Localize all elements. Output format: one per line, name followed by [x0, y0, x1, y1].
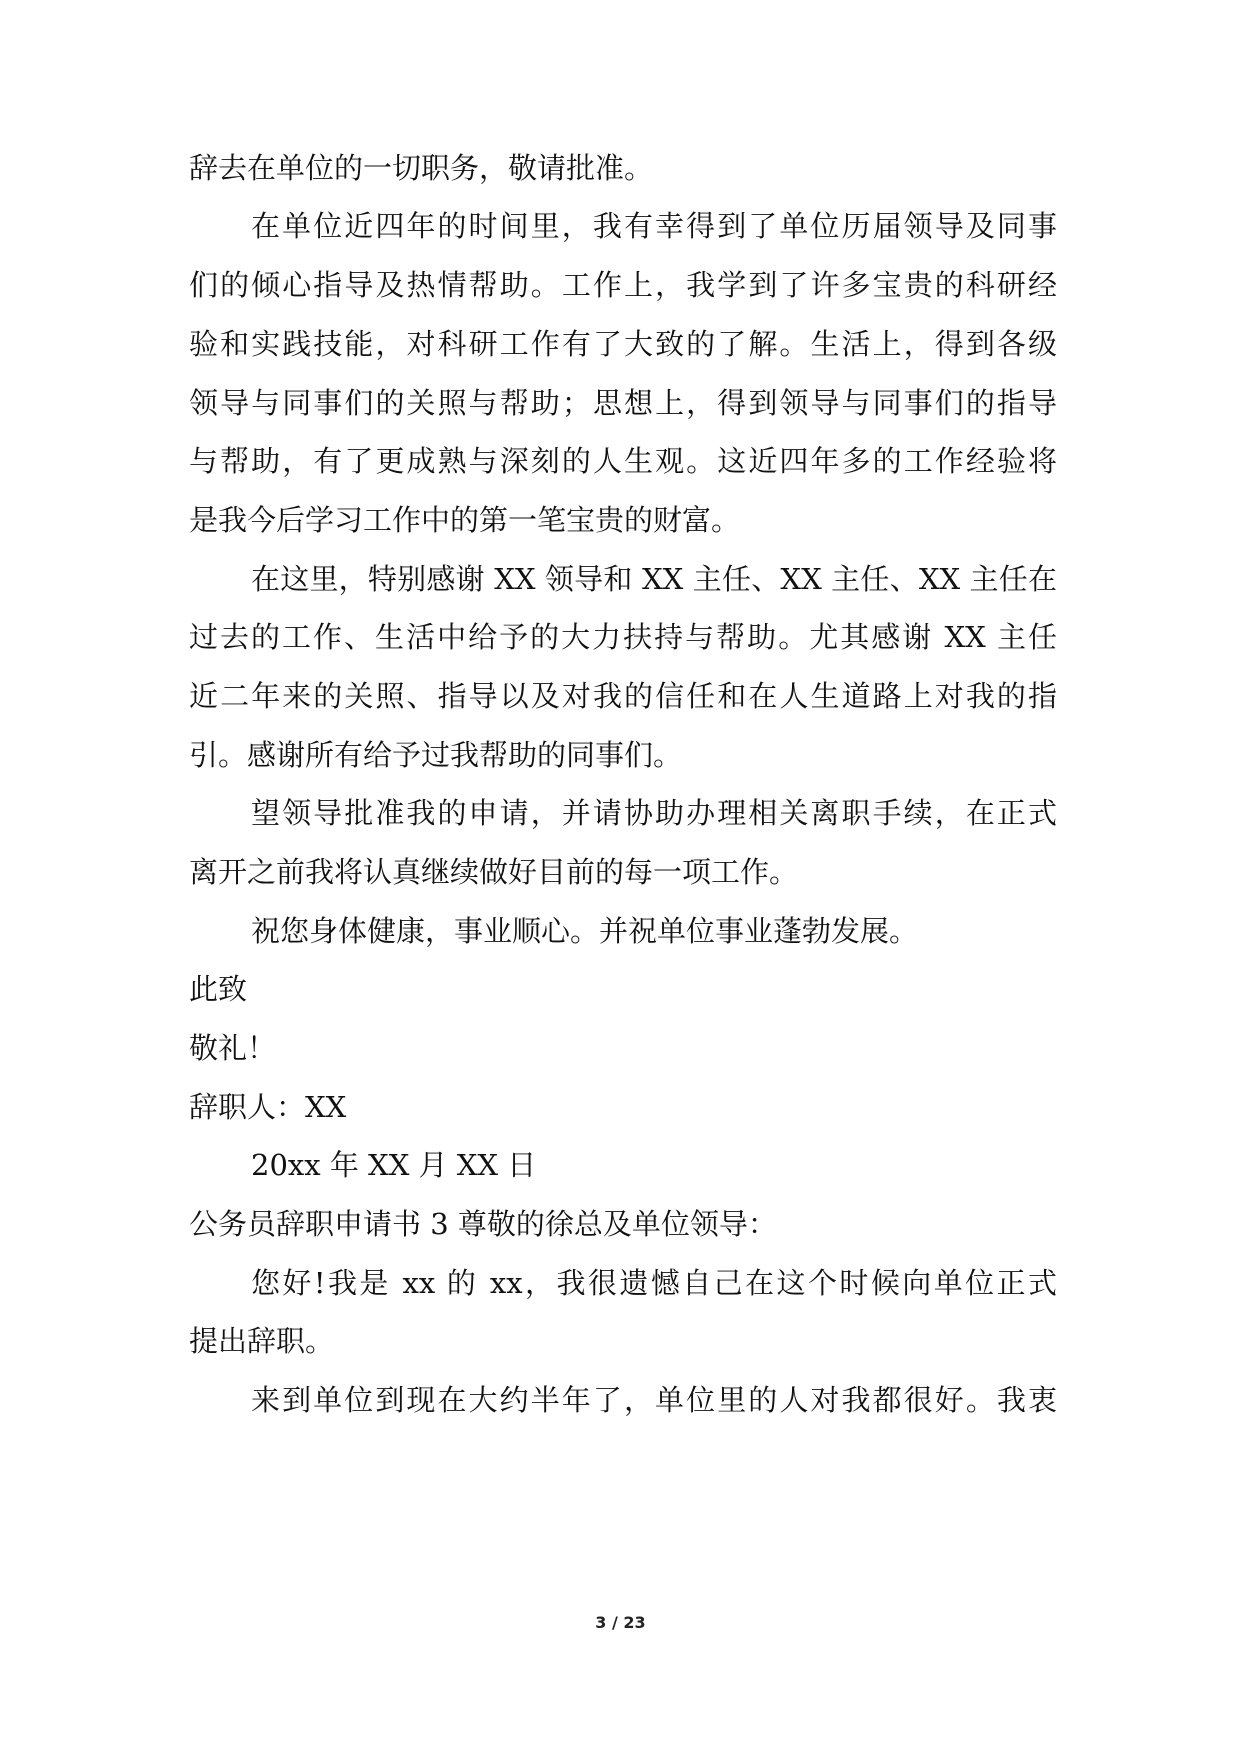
text-line: 领导与同事们的关照与帮助；思想上，得到领导与同事们的指导 [189, 386, 1057, 420]
salutation-jingli: 敬礼！ [189, 1031, 277, 1065]
paragraph-first-line: 您好!我是 xx 的 xx，我很遗憾自己在这个时候向单位正式 [251, 1266, 1057, 1300]
text-line: 离开之前我将认真继续做好目前的每一项工作。 [189, 855, 799, 889]
text-line: 过去的工作、生活中给予的大力扶持与帮助。尤其感谢 XX 主任 [189, 620, 1057, 654]
closing-wish: 祝您身体健康，事业顺心。并祝单位事业蓬勃发展。 [251, 914, 919, 948]
text-line: 与帮助，有了更成熟与深刻的人生观。这近四年多的工作经验将 [189, 444, 1057, 478]
text-line: 们的倾心指导及热情帮助。工作上，我学到了许多宝贵的科研经 [189, 268, 1057, 302]
signature-line: 辞职人：XX [189, 1090, 347, 1124]
text-line: 引。感谢所有给予过我帮助的同事们。 [189, 738, 683, 772]
text-line: 近二年来的关照、指导以及对我的信任和在人生道路上对我的指 [189, 679, 1057, 713]
paragraph-first-line: 来到单位到现在大约半年了，单位里的人对我都很好。我衷 [251, 1383, 1057, 1417]
paragraph-first-line: 在这里，特别感谢 XX 领导和 XX 主任、XX 主任、XX 主任在 [251, 562, 1057, 596]
salutation-cizhi: 此致 [189, 972, 248, 1006]
text-line: 是我今后学习工作中的第一笔宝贵的财富。 [189, 503, 741, 537]
date-line: 20xx 年 XX 月 XX 日 [251, 1148, 537, 1182]
text-line: 验和实践技能，对科研工作有了大致的了解。生活上，得到各级 [189, 327, 1057, 361]
text-line: 提出辞职。 [189, 1324, 335, 1358]
page-number: 3 / 23 [595, 1613, 646, 1632]
text-line: 辞去在单位的一切职务，敬请批准。 [189, 151, 654, 185]
paragraph-first-line: 望领导批准我的申请，并请协助办理相关离职手续，在正式 [251, 796, 1057, 830]
paragraph-first-line: 在单位近四年的时间里，我有幸得到了单位历届领导及同事 [251, 209, 1057, 243]
section-heading: 公务员辞职申请书 3 尊敬的徐总及单位领导： [189, 1207, 777, 1241]
